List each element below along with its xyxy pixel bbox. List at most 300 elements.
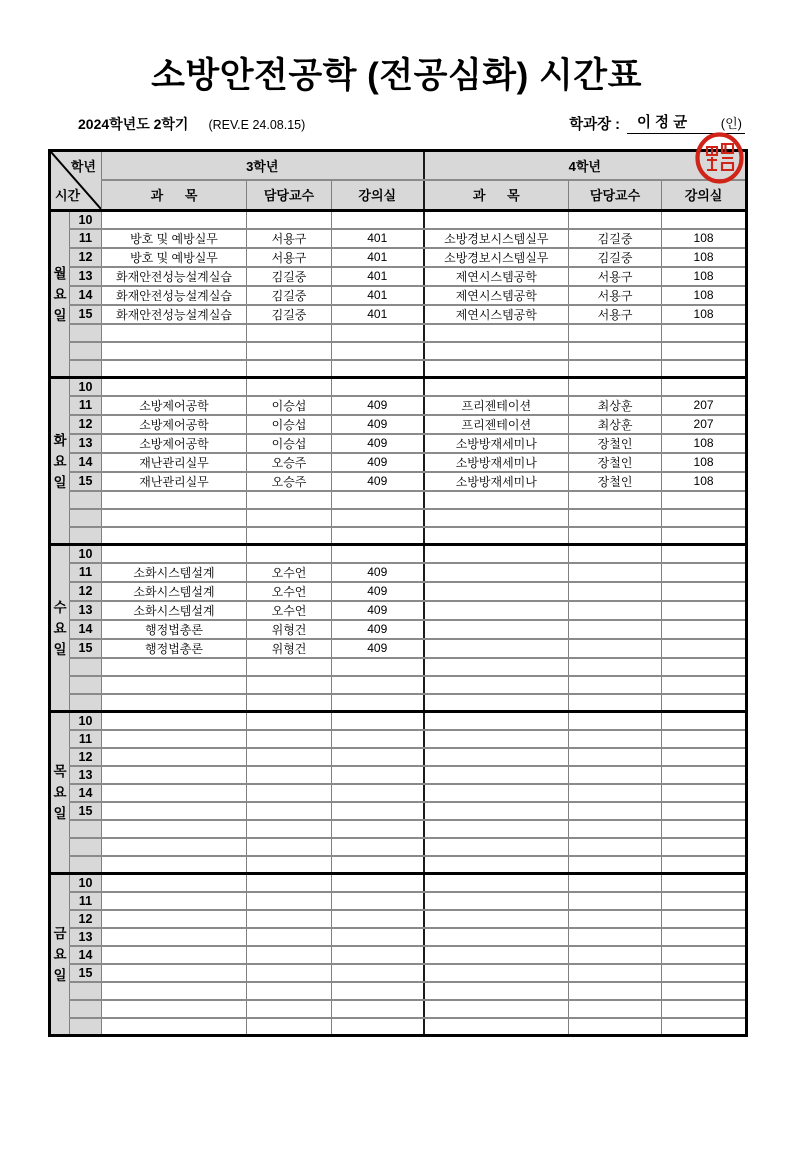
year3-subject-cell — [102, 545, 247, 563]
year4-subject-cell — [424, 342, 569, 360]
day-label-4: 목 요 일 — [50, 712, 70, 874]
time-slot-label: 10 — [70, 545, 102, 563]
year4-subject-cell: 제연시스템공학 — [424, 267, 569, 286]
year4-subject-cell: 소방경보시스템실무 — [424, 229, 569, 248]
year3-subject-cell: 소방제어공학 — [102, 396, 247, 415]
timetable-row — [50, 1000, 747, 1018]
year4-subject-cell — [424, 964, 569, 982]
timetable-row — [50, 620, 747, 639]
year3-professor-cell — [247, 928, 332, 946]
time-slot-label: 14 — [70, 946, 102, 964]
year4-room-cell: 108 — [662, 286, 747, 305]
year3-room-cell — [332, 910, 424, 928]
year4-subject-cell — [424, 712, 569, 730]
timetable-row — [50, 229, 747, 248]
time-slot-label — [70, 324, 102, 342]
year3-professor-cell — [247, 211, 332, 229]
year3-room-cell — [332, 892, 424, 910]
year3-room-cell — [332, 874, 424, 892]
year3-professor-cell — [247, 342, 332, 360]
year4-room-cell — [662, 766, 747, 784]
year4-subject-cell — [424, 874, 569, 892]
year3-subject-cell — [102, 712, 247, 730]
year4-professor-cell — [569, 730, 662, 748]
year4-subject-cell — [424, 676, 569, 694]
year4-professor-cell — [569, 784, 662, 802]
year4-room-cell — [662, 342, 747, 360]
time-slot-label: 14 — [70, 453, 102, 472]
year3-room-cell — [332, 712, 424, 730]
year3-professor-cell — [247, 694, 332, 712]
year3-room-cell — [332, 838, 424, 856]
year4-subject-cell — [424, 509, 569, 527]
year4-subject-cell: 소방경보시스템실무 — [424, 248, 569, 267]
year4-professor-cell: 김길중 — [569, 248, 662, 267]
time-slot-label — [70, 491, 102, 509]
year4-professor-cell — [569, 856, 662, 874]
year3-room-cell — [332, 748, 424, 766]
timetable-row — [50, 676, 747, 694]
year3-subject-cell — [102, 730, 247, 748]
time-slot-label: 12 — [70, 910, 102, 928]
year3-professor-cell — [247, 856, 332, 874]
timetable-row — [50, 892, 747, 910]
time-slot-label: 11 — [70, 229, 102, 248]
year4-professor-cell — [569, 1000, 662, 1018]
year4-room-cell — [662, 802, 747, 820]
year3-professor-cell: 이승섭 — [247, 415, 332, 434]
year3-professor-cell — [247, 658, 332, 676]
time-slot-label: 12 — [70, 582, 102, 601]
timetable-row — [50, 378, 747, 396]
year4-room-cell — [662, 545, 747, 563]
year3-professor-cell — [247, 324, 332, 342]
year4-subject-cell — [424, 892, 569, 910]
timetable-row — [50, 267, 747, 286]
year4-room-cell — [662, 1018, 747, 1036]
year3-professor-cell — [247, 766, 332, 784]
year4-professor-cell — [569, 928, 662, 946]
year3-room-cell — [332, 694, 424, 712]
year4-professor-cell: 김길중 — [569, 229, 662, 248]
year3-subject-cell: 화재안전성능설계실습 — [102, 267, 247, 286]
year3-subject-cell — [102, 694, 247, 712]
time-slot-label: 11 — [70, 396, 102, 415]
day-label-1: 월 요 일 — [50, 211, 70, 378]
year4-room-cell — [662, 620, 747, 639]
year3-professor-cell — [247, 360, 332, 378]
year3-subject-cell: 방호 및 예방실무 — [102, 229, 247, 248]
year3-room-cell — [332, 360, 424, 378]
year3-header: 3학년 — [102, 151, 424, 180]
year3-room-cell: 409 — [332, 620, 424, 639]
year4-room-header: 강의실 — [662, 180, 747, 211]
timetable-row — [50, 434, 747, 453]
year3-room-header: 강의실 — [332, 180, 424, 211]
time-slot-label — [70, 658, 102, 676]
year3-professor-cell — [247, 838, 332, 856]
page-title: 소방안전공학 (전공심화) 시간표 — [151, 56, 642, 95]
year4-room-cell — [662, 324, 747, 342]
year3-subject-cell — [102, 1018, 247, 1036]
year4-subject-cell — [424, 563, 569, 582]
year4-professor-cell — [569, 360, 662, 378]
year3-subject-cell — [102, 874, 247, 892]
time-slot-label: 11 — [70, 892, 102, 910]
year3-room-cell — [332, 730, 424, 748]
year3-room-cell: 409 — [332, 472, 424, 491]
year3-professor-cell — [247, 874, 332, 892]
year4-room-cell — [662, 838, 747, 856]
year4-professor-cell: 최상훈 — [569, 415, 662, 434]
year4-subject-cell — [424, 360, 569, 378]
year4-subject-cell — [424, 582, 569, 601]
year4-professor-cell — [569, 766, 662, 784]
year4-professor-cell — [569, 910, 662, 928]
year4-room-cell: 108 — [662, 434, 747, 453]
year4-subject-cell — [424, 946, 569, 964]
year3-room-cell — [332, 545, 424, 563]
year3-professor-cell: 오승주 — [247, 472, 332, 491]
year4-room-cell — [662, 211, 747, 229]
year4-room-cell — [662, 982, 747, 1000]
time-slot-label: 15 — [70, 472, 102, 491]
year4-subject-cell: 프리젠테이션 — [424, 396, 569, 415]
time-slot-label: 14 — [70, 620, 102, 639]
timetable-row — [50, 946, 747, 964]
year4-room-cell: 108 — [662, 305, 747, 324]
year3-professor-cell — [247, 378, 332, 396]
year3-subject-cell — [102, 509, 247, 527]
year4-room-cell: 108 — [662, 267, 747, 286]
year4-room-cell — [662, 563, 747, 582]
year4-professor-cell — [569, 838, 662, 856]
year3-room-cell: 409 — [332, 396, 424, 415]
year3-room-cell — [332, 928, 424, 946]
timetable-row — [50, 838, 747, 856]
year4-room-cell — [662, 582, 747, 601]
time-slot-label: 12 — [70, 415, 102, 434]
timetable-header — [50, 151, 747, 211]
time-slot-label: 14 — [70, 286, 102, 305]
timetable-row — [50, 491, 747, 509]
time-slot-label: 15 — [70, 639, 102, 658]
timetable-row — [50, 658, 747, 676]
time-slot-label — [70, 360, 102, 378]
year3-subject-cell — [102, 324, 247, 342]
year3-professor-cell — [247, 509, 332, 527]
corner-time-label: 시간 — [55, 188, 81, 203]
meta-row — [78, 110, 745, 134]
year3-professor-cell — [247, 676, 332, 694]
year4-subject-cell — [424, 378, 569, 396]
time-slot-label — [70, 694, 102, 712]
timetable-row — [50, 248, 747, 267]
time-slot-label: 15 — [70, 802, 102, 820]
timetable-row — [50, 694, 747, 712]
time-slot-label — [70, 676, 102, 694]
time-slot-label: 10 — [70, 211, 102, 229]
year4-professor-cell — [569, 527, 662, 545]
year3-subject-cell: 소방제어공학 — [102, 434, 247, 453]
year3-subject-cell — [102, 1000, 247, 1018]
timetable-row — [50, 730, 747, 748]
year3-room-cell: 401 — [332, 248, 424, 267]
year4-room-cell: 108 — [662, 229, 747, 248]
time-slot-label — [70, 527, 102, 545]
timetable-row — [50, 910, 747, 928]
year4-room-cell — [662, 712, 747, 730]
year3-room-cell: 409 — [332, 415, 424, 434]
year3-subject-cell — [102, 342, 247, 360]
year4-room-cell: 108 — [662, 453, 747, 472]
year4-subject-cell — [424, 730, 569, 748]
year3-professor-cell — [247, 491, 332, 509]
time-slot-label — [70, 1000, 102, 1018]
year3-room-cell — [332, 1000, 424, 1018]
year3-subject-cell — [102, 378, 247, 396]
year3-room-cell — [332, 784, 424, 802]
time-slot-label — [70, 820, 102, 838]
year4-room-cell — [662, 601, 747, 620]
year4-professor-cell — [569, 211, 662, 229]
year4-professor-cell — [569, 491, 662, 509]
timetable-row — [50, 360, 747, 378]
timetable-row — [50, 964, 747, 982]
year4-professor-cell — [569, 946, 662, 964]
year4-room-cell — [662, 1000, 747, 1018]
year4-subject-cell — [424, 910, 569, 928]
year3-room-cell — [332, 766, 424, 784]
year3-professor-cell: 김길중 — [247, 286, 332, 305]
year3-room-cell: 401 — [332, 286, 424, 305]
year3-subject-cell: 소화시스템설계 — [102, 563, 247, 582]
year3-room-cell — [332, 1018, 424, 1036]
year4-room-cell — [662, 694, 747, 712]
year3-room-cell: 409 — [332, 563, 424, 582]
year3-professor-cell: 오승주 — [247, 453, 332, 472]
timetable-row — [50, 712, 747, 730]
year4-professor-cell — [569, 874, 662, 892]
year4-subject-cell — [424, 820, 569, 838]
year3-room-cell: 409 — [332, 639, 424, 658]
year3-subject-cell: 소방제어공학 — [102, 415, 247, 434]
year4-room-cell — [662, 820, 747, 838]
year3-professor-cell: 오수언 — [247, 563, 332, 582]
year3-room-cell — [332, 324, 424, 342]
year4-room-cell — [662, 509, 747, 527]
year4-subject-cell — [424, 748, 569, 766]
year3-room-cell — [332, 820, 424, 838]
year3-room-cell: 409 — [332, 453, 424, 472]
year3-subject-cell — [102, 527, 247, 545]
year4-professor-cell — [569, 324, 662, 342]
year3-subject-cell: 행정법총론 — [102, 639, 247, 658]
year4-professor-cell — [569, 1018, 662, 1036]
time-slot-label: 12 — [70, 248, 102, 267]
year4-room-cell — [662, 928, 747, 946]
year4-professor-cell — [569, 639, 662, 658]
corner-year-label: 학년 — [70, 159, 96, 174]
year4-subject-cell — [424, 784, 569, 802]
year4-professor-cell — [569, 658, 662, 676]
year3-professor-cell — [247, 910, 332, 928]
year3-professor-cell: 오수언 — [247, 582, 332, 601]
year3-subject-cell — [102, 360, 247, 378]
dept-head-label: 학과장 : — [569, 117, 620, 133]
year3-professor-cell — [247, 946, 332, 964]
year4-professor-cell — [569, 964, 662, 982]
year4-header: 4학년 — [424, 151, 747, 180]
corner-cell — [50, 151, 102, 211]
year4-subject-cell — [424, 658, 569, 676]
year3-professor-cell: 김길중 — [247, 267, 332, 286]
year3-professor-cell: 위형건 — [247, 620, 332, 639]
timetable-row — [50, 305, 747, 324]
year3-subject-cell — [102, 964, 247, 982]
timetable-row — [50, 748, 747, 766]
year3-professor-cell: 서용구 — [247, 248, 332, 267]
time-slot-label: 13 — [70, 267, 102, 286]
year3-room-cell: 401 — [332, 229, 424, 248]
year4-room-cell: 108 — [662, 248, 747, 267]
timetable-row — [50, 286, 747, 305]
year3-room-cell — [332, 856, 424, 874]
year3-professor-cell — [247, 820, 332, 838]
timetable-row — [50, 928, 747, 946]
day-label-2: 화 요 일 — [50, 378, 70, 545]
year4-room-cell — [662, 964, 747, 982]
year4-room-cell — [662, 946, 747, 964]
timetable-row — [50, 982, 747, 1000]
year3-professor-cell — [247, 748, 332, 766]
year3-professor-cell — [247, 712, 332, 730]
year4-subject-header: 과 목 — [424, 180, 569, 211]
year4-professor-cell — [569, 802, 662, 820]
timetable-row — [50, 766, 747, 784]
timetable-row — [50, 472, 747, 491]
time-slot-label: 10 — [70, 378, 102, 396]
year3-subject-cell: 행정법총론 — [102, 620, 247, 639]
year4-room-cell — [662, 784, 747, 802]
time-slot-label — [70, 982, 102, 1000]
time-slot-label — [70, 1018, 102, 1036]
year3-professor-header: 담당교수 — [247, 180, 332, 211]
year4-professor-cell — [569, 563, 662, 582]
time-slot-label: 11 — [70, 730, 102, 748]
timetable-row — [50, 820, 747, 838]
year4-subject-cell: 소방방재세미나 — [424, 453, 569, 472]
year4-subject-cell: 제연시스템공학 — [424, 305, 569, 324]
year4-room-cell — [662, 874, 747, 892]
year3-room-cell — [332, 802, 424, 820]
revision-label: (REV.E 24.08.15) — [208, 118, 306, 132]
year4-room-cell: 207 — [662, 396, 747, 415]
timetable-row — [50, 324, 747, 342]
year3-room-cell — [332, 982, 424, 1000]
year3-professor-cell: 이승섭 — [247, 434, 332, 453]
year4-professor-cell: 서용구 — [569, 267, 662, 286]
year4-professor-cell: 서용구 — [569, 305, 662, 324]
year3-professor-cell — [247, 802, 332, 820]
timetable-row — [50, 211, 747, 229]
year3-professor-cell — [247, 527, 332, 545]
year3-subject-cell — [102, 748, 247, 766]
timetable — [48, 149, 748, 1037]
year4-subject-cell — [424, 1018, 569, 1036]
year4-subject-cell — [424, 491, 569, 509]
year3-subject-cell — [102, 820, 247, 838]
year4-subject-cell: 소방방재세미나 — [424, 472, 569, 491]
year3-room-cell: 409 — [332, 582, 424, 601]
year4-professor-cell — [569, 342, 662, 360]
time-slot-label — [70, 838, 102, 856]
year3-room-cell — [332, 211, 424, 229]
year3-subject-cell — [102, 928, 247, 946]
year3-subject-cell: 소화시스템설계 — [102, 582, 247, 601]
year3-subject-cell — [102, 784, 247, 802]
year3-professor-cell — [247, 1000, 332, 1018]
year3-room-cell — [332, 342, 424, 360]
timetable-row — [50, 802, 747, 820]
year3-professor-cell — [247, 982, 332, 1000]
timetable-row — [50, 396, 747, 415]
timetable-row — [50, 415, 747, 434]
year4-room-cell — [662, 856, 747, 874]
year4-subject-cell — [424, 211, 569, 229]
year4-room-cell — [662, 658, 747, 676]
year4-subject-cell — [424, 545, 569, 563]
year3-subject-cell — [102, 211, 247, 229]
year4-professor-cell: 장철인 — [569, 453, 662, 472]
timetable-row — [50, 582, 747, 601]
year4-room-cell — [662, 527, 747, 545]
time-slot-label — [70, 342, 102, 360]
time-slot-label: 10 — [70, 874, 102, 892]
year4-room-cell — [662, 676, 747, 694]
year3-subject-cell: 재난관리실무 — [102, 453, 247, 472]
timetable-row — [50, 545, 747, 563]
timetable-row — [50, 856, 747, 874]
year4-subject-cell — [424, 766, 569, 784]
year4-room-cell: 108 — [662, 472, 747, 491]
year4-professor-cell — [569, 620, 662, 639]
time-slot-label: 13 — [70, 434, 102, 453]
year4-room-cell — [662, 491, 747, 509]
year4-subject-cell — [424, 527, 569, 545]
year4-room-cell — [662, 892, 747, 910]
year3-subject-cell — [102, 766, 247, 784]
year4-professor-cell — [569, 982, 662, 1000]
year4-subject-cell: 프리젠테이션 — [424, 415, 569, 434]
year4-professor-cell: 장철인 — [569, 472, 662, 491]
timetable-row — [50, 1018, 747, 1036]
time-slot-label — [70, 509, 102, 527]
time-slot-label: 15 — [70, 305, 102, 324]
year4-subject-cell — [424, 324, 569, 342]
year4-subject-cell — [424, 694, 569, 712]
time-slot-label: 12 — [70, 748, 102, 766]
year3-subject-cell — [102, 676, 247, 694]
year4-subject-cell — [424, 802, 569, 820]
year3-subject-cell — [102, 838, 247, 856]
year4-subject-cell — [424, 1000, 569, 1018]
timetable-row — [50, 342, 747, 360]
year4-room-cell — [662, 378, 747, 396]
year4-professor-cell — [569, 892, 662, 910]
year3-room-cell — [332, 491, 424, 509]
time-slot-label: 13 — [70, 928, 102, 946]
